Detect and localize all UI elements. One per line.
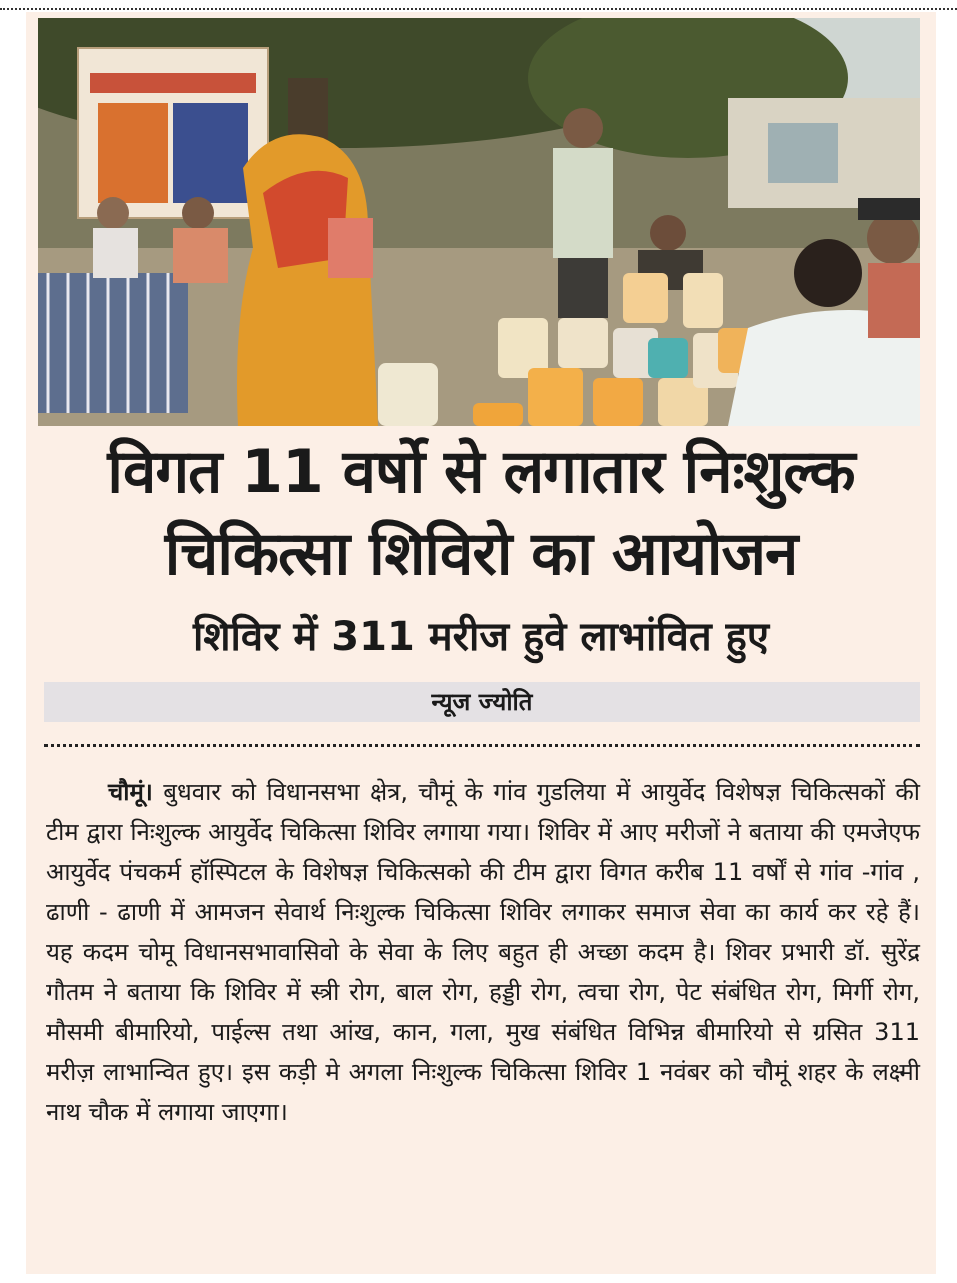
newspaper-clipping bbox=[26, 12, 936, 1274]
subheadline: शिविर में 311 मरीज हुवे लाभांवित हुए bbox=[192, 614, 769, 660]
article-photo bbox=[38, 18, 920, 426]
headline-line-1: विगत 11 वर्षो से लगातार निःशुल्क bbox=[107, 437, 855, 507]
top-dotted-border bbox=[0, 8, 957, 10]
section-divider bbox=[44, 744, 920, 747]
dateline: चौमूं। bbox=[108, 778, 153, 806]
byline: न्यूज ज्योति bbox=[431, 688, 533, 716]
article-body-text: बुधवार को विधानसभा क्षेत्र, चौमूं के गांव गुडलिया में आयुर्वेद विशेषज्ञ चिकित्सकों की टीम द्वारा निःशुल्क आयुर्वेद चिकित्सा शिविर लगाया गया। शिविर में आए मरीजों ने बताया की एमजेएफ आयुर्वेद पंचकर्म हॉस्पिटल के विशेषज्ञ चिकित्सको की टीम द्वारा विगत करीब 11 वर्षों से गांव -गांव , ढाणी - ढाणी में आमजन सेवार्थ निःशुल्क चिकित्सा शिविर लगाकर समाज सेवा का कार्य कर रहे हैं। यह कदम चोमू विधानसभावासिवो के सेवा के लिए बहुत ही अच्छा कदम है। शिवर प्रभारी डॉ. सुरेंद्र गौतम ने बताया कि शिविर में स्त्री रोग, बाल रोग, हड्डी रोग, त्वचा रोग, पेट संबंधित रोग, मिर्गी रोग, मौसमी बीमारियो, पाईल्स तथा आंख, कान, गला, मुख संबंधित विभिन्न बीमारियो से ग्रसित 311 मरीज़ लाभान्वित हुए। इस कड़ी मे अगला निःशुल्क चिकित्सा शिविर 1 नवंबर को चौमूं शहर के लक्ष्मी नाथ चौक में लगाया जाएगा। bbox=[46, 778, 920, 1126]
byline-bar bbox=[44, 682, 920, 722]
article-body bbox=[46, 772, 920, 1132]
headline-line-2: चिकित्सा शिविरो का आयोजन bbox=[164, 519, 798, 589]
